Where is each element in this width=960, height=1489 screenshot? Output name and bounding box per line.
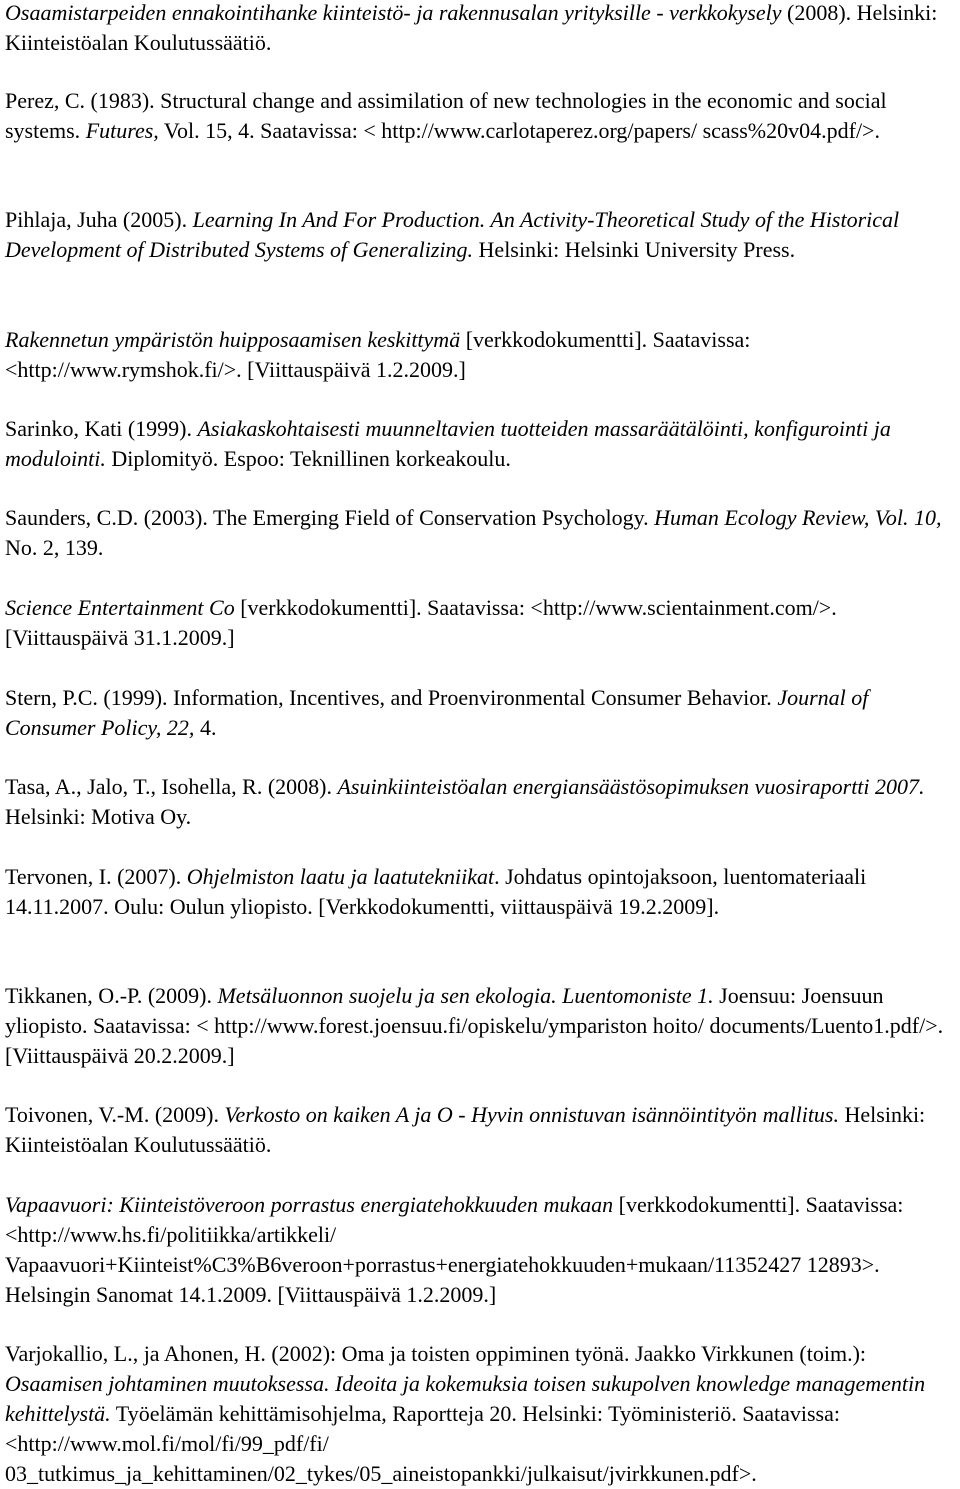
reference-title: Osaamistarpeiden ennakointihanke kiinteistö- ja rakennusalan yrityksille - verkkokysely [5, 0, 782, 25]
reference-title: Osaamisen johtaminen muutoksessa. Ideoita ja kokemuksia toisen sukupolven knowledge managementin kehittelystä. [5, 1371, 926, 1426]
reference-entry [5, 1190, 960, 1310]
reference-entry [5, 1100, 956, 1160]
reference-text: Tikkanen, O.-P. (2009). [5, 983, 218, 1008]
reference-text: Helsinki: Motiva Oy. [5, 804, 192, 829]
reference-entry [5, 981, 956, 1071]
reference-text: Vol. 15, 4. Saatavissa: < http://www.carlotaperez.org/papers/ scass%20v04.pdf/>. [158, 118, 880, 143]
reference-text: Stern, P.C. (1999). Information, Incentives, and Proenvironmental Consumer Behavior. [5, 685, 778, 710]
reference-title: Ohjelmiston laatu ja laatutekniikat [186, 864, 495, 889]
reference-text: Varjokallio, L., ja Ahonen, H. (2002): Oma ja toisten oppiminen työnä. Jaakko Virkkunen (toim.): [5, 1341, 867, 1366]
reference-entry [5, 503, 956, 563]
reference-entry [5, 1339, 956, 1489]
reference-text: Pihlaja, Juha (2005). [5, 207, 193, 232]
reference-text: (2008). Helsinki: Kiinteistöalan Koulutussäätiö. [5, 0, 938, 55]
reference-text: Helsinki: Helsinki University Press. [473, 237, 796, 262]
reference-text: [verkkodokumentti]. Saatavissa: <http://www.scientainment.com/>. [Viittauspäivä 31.1.2009.] [5, 595, 837, 650]
reference-text: Perez, C. (1983). Structural change and assimilation of new technologies in the economic and social systems. [5, 88, 887, 143]
reference-text: . Johdatus opintojaksoon, luentomateriaali 14.11.2007. Oulu: Oulun yliopisto. [Verkkodokumentti, viittauspäivä 19.2.2009]. [5, 864, 867, 919]
reference-text: Työelämän kehittämisohjelma, Raportteja 20. Helsinki: Työministeriö. Saatavissa: <http://www.mol.fi/mol/fi/99_pdf/fi/ 03_tutkimus_ja_kehittaminen/02_tykes/05_aineistopankki/julkaisut/jvirkkunen.pdf>. [5, 1401, 840, 1486]
reference-entry [5, 325, 956, 385]
reference-text: Saunders, C.D. (2003). The Emerging Field of Conservation Psychology. [5, 505, 655, 530]
reference-entry [5, 86, 956, 146]
reference-title: Human Ecology Review, Vol. 10, [654, 505, 942, 530]
reference-entry [5, 772, 956, 832]
reference-text: [verkkodokumentti]. Saatavissa: <http://www.hs.fi/politiikka/artikkeli/ Vapaavuori+Kiinteist%C3%B6veroon+porrastus+energiatehokkuuden+mukaan/11352427 12893>. Helsingin Sanomat 14.1.2009. [Viittauspäivä 1.2.2009.] [5, 1192, 904, 1307]
reference-text: Helsinki: Kiinteistöalan Koulutussäätiö. [5, 1102, 926, 1157]
reference-title: Learning In And For Production. An Activity-Theoretical Study of the Historical Development of Distributed Systems of Generalizing. [5, 207, 900, 262]
reference-text: Diplomityö. Espoo: Teknillinen korkeakoulu. [105, 446, 511, 471]
reference-title: Asuinkiinteistöalan energiansäästösopimuksen vuosiraportti 2007. [337, 774, 925, 799]
reference-text: Sarinko, Kati (1999). [5, 416, 198, 441]
reference-title: Science Entertainment Co [5, 595, 235, 620]
reference-entry [5, 205, 960, 265]
reference-text: [verkkodokumentti]. Saatavissa: <http://www.rymshok.fi/>. [Viittauspäivä 1.2.2009.] [5, 327, 751, 382]
reference-title: Rakennetun ympäristön huipposaamisen keskittymä [5, 327, 461, 352]
reference-text: Joensuu: Joensuun yliopisto. Saatavissa: < http://www.forest.joensuu.fi/opiskelu/ympariston hoito/ documents/Luento1.pdf/>. [Viittauspäivä 20.2.2009.] [5, 983, 944, 1068]
reference-title: Journal of Consumer Policy, 22, [5, 685, 869, 740]
reference-text: 4. [194, 715, 217, 740]
reference-title: Metsäluonnon suojelu ja sen ekologia. Luentomoniste 1. [217, 983, 714, 1008]
reference-entry [5, 0, 956, 58]
reference-entry [5, 862, 956, 922]
reference-title: Asiakaskohtaisesti muunneltavien tuotteiden massaräätälöinti, konfigurointi ja modulointi. [5, 416, 891, 471]
reference-text: No. 2, 139. [5, 535, 104, 560]
reference-text: Toivonen, V.-M. (2009). [5, 1102, 225, 1127]
reference-title: Vapaavuori: Kiinteistöveroon porrastus energiatehokkuuden mukaan [5, 1192, 614, 1217]
reference-entry [5, 683, 956, 743]
reference-text: Tasa, A., Jalo, T., Isohella, R. (2008). [5, 774, 338, 799]
reference-title: Futures, [85, 118, 159, 143]
reference-entry [5, 414, 956, 474]
reference-text: Tervonen, I. (2007). [5, 864, 187, 889]
reference-title: Verkosto on kaiken A ja O - Hyvin onnistuvan isännöintityön mallitus. [224, 1102, 839, 1127]
reference-entry [5, 593, 956, 653]
